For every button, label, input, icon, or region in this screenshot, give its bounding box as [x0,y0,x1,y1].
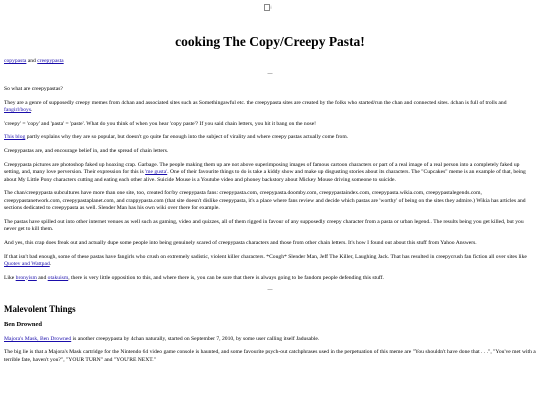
etymology-paragraph: 'creepy' = 'copy' and 'pasta' = 'paste'. What do you think of when you hear 'copy paste'? If you said chain letters, you hit it bang on the nose! [4,120,317,127]
text: partly explains why they are so popular, but doesn't go quite far enough into the subject of virality and where creepy pastas actually come from. [25,134,349,141]
text: . [49,261,52,268]
tag-links [4,58,536,66]
text: Creepypasta pictures are photoshop faked up hoaxing crap. Garbage. The people making them up are not above superimposing images of famous cartoon characters or part of a real image of a real person into a completely faked up setting, and, many love perversion. Their expression for this is [4,161,520,176]
pictures-paragraph [4,162,536,185]
this-blog-link[interactable]: This blog [4,134,26,141]
article-body [4,58,536,370]
me-gusta-link[interactable]: 'me gusta' [145,169,168,176]
text: Like [4,274,16,281]
text: . One of their favourite things to do is take a kiddy show and make up disgusting stories about its characters. The "Cupcakes" meme is an example of that, being about My Little Pony characters cutting and eating each other alive. Suicide Mouse is a Youtube video and phoney backstory about Mickey Mouse driving someone to suicide. [4,169,526,183]
bronyism-link[interactable]: bronyism [15,274,37,281]
gaming-paragraph: The pastas have spilled out into other internet venues as well such as gaming, video and quizzes, all of them rigged in favour of any supposedly creepy character from a pasta or urban legend.. The results being you get killed, but you never get to kill them. [4,218,524,233]
sites-paragraph: The chan/creepypasta subcultures have more than one site, too, created for/by creepypasta fans: creepypasta.com, creepypasta.doomby.com, creepypastaindex.com, creepypasta.wikia.com, creepypastalegends.com, creepypastanetwork.com, creepypastaplanet.com, and crappypasta.com (that site doesn't dislike creepypasta, it's a place where fans review and decide which pastas are 'worthy' of being on the sites they admire.) Wikia has articles and sections dedicated to creepypasta as well. Slender Man has his own wiki over there for example. [4,190,526,212]
text: and [36,274,48,281]
text: , there is very little opposition to this, and where there is, you can be sure that there is always going to be fandom people defending this stuff. [68,274,384,281]
otakuism-link[interactable]: otakuism [47,274,69,281]
creepypasta-link[interactable]: creepypasta [37,58,64,64]
yahoo-paragraph: And yes, this crap does freak out and actually dupe some people into being genuinely scared of creepypasta characters and those from other chain letters. It's how I found out about this stuff from Yahoo Answers. [4,239,477,246]
separator: — [267,71,273,77]
text: If that isn't bad enough, some of these pastas have fangirls who crush on extremely sadistic, violent killer characters. *Cough* Slender Man, Jeff The Killer, Laughing Jack. That has resulted in creepycrush fan fiction all over sites like [4,253,527,260]
subsection-heading: Ben Drowned [4,321,42,329]
page-title: cooking The Copy/Creepy Pasta! [175,34,365,49]
text: . [31,107,33,114]
opposition-paragraph [4,275,536,283]
tag-links-and: and [26,58,38,64]
section-heading: Malevolent Things [4,303,76,314]
page-icon [262,4,274,12]
chain-letters-paragraph: Creepypastas are, and encourage belief in, and the spread of chain letters. [4,148,169,155]
quotev-wattpad-link[interactable]: Quotev and Wattpad [4,261,50,268]
arrow-down-icon: ↓ [269,5,273,11]
majoras-mask-link[interactable]: Majora's Mask, Ben Drowned [4,335,72,342]
text: They are a genre of supposedly creepy memes from 4chan and associated sites such as Somethingawful etc. the creepypasta sites are created by the folks who started/run the chan and connected sites. 4chan is full of trolls and [4,99,507,106]
big-lie-paragraph: The big lie is that a Majora's Mask cartridge for the Nintendo 64 video game console is haunted, and some favourite psych-out catchphrases used in the perpetuation of this meme are "You shouldn't have done that . . .", "You've met with a terrible fate, haven't you?", "YOUR TURN" and "YOU'RE NEXT." [4,349,536,363]
blog-paragraph [4,134,536,142]
fangirl-boys-link[interactable]: fangirl/boys [4,107,32,114]
intro-paragraph [4,100,536,115]
intro-question: So what are creepypastas? [4,86,63,93]
fangirls-paragraph [4,254,536,269]
separator: — [267,288,273,294]
text: is another creepypasta by 4chan naturally, started on September 7, 2010, by some user calling itself Jadusable. [71,335,320,342]
copypasta-link[interactable]: copypasta [4,58,27,64]
ben-drowned-paragraph [4,336,536,344]
